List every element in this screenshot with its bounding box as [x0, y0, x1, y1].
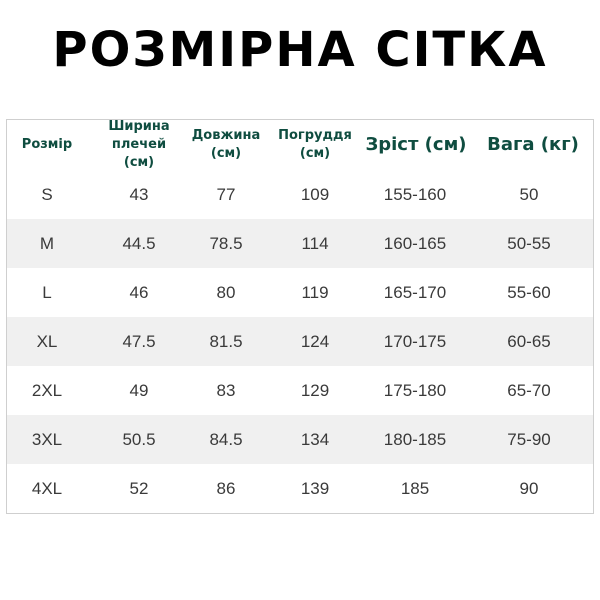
cell-height: 180-185	[383, 429, 447, 449]
cell-height: 185	[400, 478, 430, 498]
header-length-line1: Довжина	[191, 128, 261, 143]
cell-shoulder-width: 43	[129, 184, 149, 204]
cell-shoulder-width: 50.5	[122, 429, 156, 449]
cell-length: 80	[216, 282, 236, 302]
cell-shoulder-width: 52	[129, 478, 149, 498]
cell-height: 155-160	[383, 184, 447, 204]
header-shoulder-width	[95, 120, 183, 170]
cell-weight: 90	[519, 478, 539, 498]
cell-size: XL	[36, 331, 58, 351]
cell-length: 83	[216, 380, 236, 400]
cell-weight: 55-60	[507, 282, 551, 302]
table-row	[7, 317, 593, 366]
cell-height: 165-170	[383, 282, 447, 302]
header-length-line2: (см)	[210, 146, 242, 161]
cell-size: L	[42, 282, 52, 302]
cell-shoulder-width: 46	[129, 282, 149, 302]
size-chart-table	[6, 119, 594, 514]
header-size-label: Розмір	[21, 137, 73, 152]
header-weight	[473, 120, 593, 170]
table-row	[7, 464, 593, 513]
cell-size: 4XL	[31, 478, 63, 498]
cell-height: 175-180	[383, 380, 447, 400]
cell-size: M	[39, 233, 55, 253]
cell-size: 3XL	[31, 429, 63, 449]
cell-size: S	[41, 184, 53, 204]
cell-weight: 65-70	[507, 380, 551, 400]
cell-shoulder-width: 49	[129, 380, 149, 400]
header-length	[183, 120, 269, 170]
cell-chest: 139	[300, 478, 330, 498]
header-chest-line2: (см)	[299, 146, 331, 161]
cell-length: 78.5	[209, 233, 243, 253]
table-row	[7, 268, 593, 317]
table-header-row	[7, 120, 593, 170]
cell-chest: 129	[300, 380, 330, 400]
cell-length: 86	[216, 478, 236, 498]
cell-height: 170-175	[383, 331, 447, 351]
table-row	[7, 170, 593, 219]
cell-chest: 119	[301, 282, 329, 302]
page-title: РОЗМІРНА СІТКА	[52, 22, 548, 78]
table-row	[7, 219, 593, 268]
header-chest-line1: Погруддя	[278, 128, 352, 143]
header-chest	[269, 120, 361, 170]
table-row	[7, 415, 593, 464]
cell-chest: 124	[300, 331, 330, 351]
cell-weight: 50	[519, 184, 539, 204]
cell-weight: 75-90	[507, 429, 551, 449]
cell-shoulder-width: 47.5	[122, 331, 156, 351]
cell-weight: 60-65	[507, 331, 551, 351]
cell-chest: 134	[300, 429, 330, 449]
cell-size: 2XL	[31, 380, 63, 400]
cell-height: 160-165	[383, 233, 447, 253]
header-weight-label: Вага (кг)	[487, 134, 579, 155]
header-size	[7, 120, 87, 170]
cell-chest: 109	[300, 184, 330, 204]
cell-shoulder-width: 44.5	[122, 233, 156, 253]
cell-weight: 50-55	[507, 233, 551, 253]
cell-length: 84.5	[209, 429, 243, 449]
cell-length: 77	[216, 184, 236, 204]
cell-chest: 114	[301, 233, 329, 253]
header-shoulder-width-line2: плечей (см)	[111, 137, 167, 170]
cell-length: 81.5	[209, 331, 243, 351]
header-shoulder-width-line1: Ширина	[108, 119, 170, 134]
table-row	[7, 366, 593, 415]
header-height	[361, 120, 471, 170]
header-height-label: Зріст (см)	[365, 134, 467, 155]
